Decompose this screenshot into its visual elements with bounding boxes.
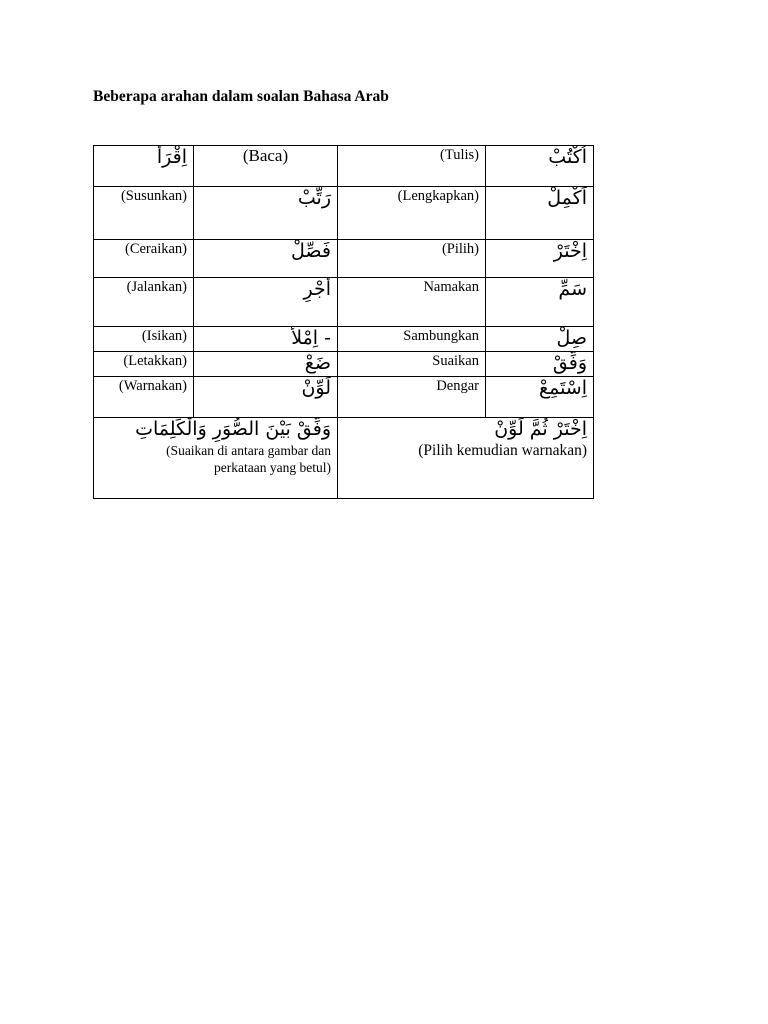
arabic-cell <box>194 327 338 352</box>
malay-word: Suaikan <box>432 353 479 369</box>
malay-phrase: (Pilih kemudian warnakan) <box>418 441 587 459</box>
table-row <box>94 418 594 499</box>
malay-cell <box>194 146 338 187</box>
table-row <box>94 146 594 187</box>
arabic-cell <box>194 377 338 418</box>
malay-word: (Lengkapkan) <box>397 188 479 204</box>
arabic-word: سَمِّ <box>558 278 587 300</box>
arabic-word: اِخْتَرْ <box>553 240 587 262</box>
arabic-word: اُكْتُبْ <box>548 146 587 168</box>
arabic-cell <box>486 327 594 352</box>
malay-word: Dengar <box>436 378 479 394</box>
arabic-phrase: وَفِّقْ بَيْنَ الصُّوَرِ وَالْكَلِمَاتِ <box>135 418 331 440</box>
malay-word: (Baca) <box>242 146 289 165</box>
malay-phrase-line-1: (Suaikan di antara gambar dan <box>166 442 331 458</box>
arabic-cell <box>486 187 594 240</box>
arabic-word: صِلْ <box>556 327 587 349</box>
arabic-word: وَفِّقْ <box>552 352 587 374</box>
arabic-word: اَكْمِلْ <box>547 187 587 209</box>
arabic-cell <box>486 240 594 278</box>
arabic-word: ضَعْ <box>304 352 331 374</box>
malay-word: Namakan <box>423 279 479 295</box>
arabic-word: فَصِّلْ <box>291 240 331 262</box>
table-row <box>94 377 594 418</box>
malay-word: (Isikan) <box>141 328 187 344</box>
arabic-cell <box>194 240 338 278</box>
malay-cell <box>94 240 194 278</box>
instruction-table <box>93 145 594 499</box>
table-row <box>94 278 594 327</box>
arabic-cell <box>194 187 338 240</box>
malay-cell <box>338 377 486 418</box>
malay-cell <box>338 187 486 240</box>
arabic-word: اِسْتَمِعْ <box>538 377 587 399</box>
combined-instruction-cell <box>94 418 338 499</box>
table-row <box>94 327 594 352</box>
arabic-word: لَوِّنْ <box>301 377 331 399</box>
malay-word: Sambungkan <box>403 328 479 344</box>
arabic-cell <box>194 278 338 327</box>
malay-cell <box>338 352 486 377</box>
malay-cell <box>94 352 194 377</box>
malay-phrase-line-2: perkataan yang betul) <box>214 460 331 476</box>
malay-cell <box>94 327 194 352</box>
malay-word: (Tulis) <box>440 147 479 163</box>
malay-word: (Susunkan) <box>120 188 187 204</box>
arabic-cell <box>194 352 338 377</box>
malay-cell <box>338 146 486 187</box>
malay-word: (Warnakan) <box>118 378 187 394</box>
arabic-word: اِقْرَأْ <box>156 146 187 168</box>
malay-cell <box>338 327 486 352</box>
malay-word: (Pilih) <box>441 241 479 257</box>
arabic-phrase: اِخْتَرْ ثُمَّ لَوِّنْ <box>494 418 587 440</box>
malay-cell <box>94 278 194 327</box>
arabic-word: أَجْرِ <box>303 278 331 300</box>
arabic-cell <box>94 146 194 187</box>
page-title: Beberapa arahan dalam soalan Bahasa Arab <box>93 88 389 105</box>
malay-word: (Letakkan) <box>123 353 187 369</box>
combined-instruction-cell <box>338 418 594 499</box>
arabic-cell <box>486 146 594 187</box>
malay-cell <box>94 377 194 418</box>
arabic-word: رَتِّبْ <box>297 187 331 209</box>
malay-word: (Jalankan) <box>126 279 187 295</box>
malay-word: (Ceraikan) <box>125 241 187 257</box>
table-row <box>94 352 594 377</box>
arabic-word: اِمْلأْ - <box>291 327 331 349</box>
malay-cell <box>94 187 194 240</box>
table-row <box>94 240 594 278</box>
arabic-cell <box>486 278 594 327</box>
table-row <box>94 187 594 240</box>
arabic-cell <box>486 352 594 377</box>
arabic-cell <box>486 377 594 418</box>
malay-cell <box>338 240 486 278</box>
malay-cell <box>338 278 486 327</box>
